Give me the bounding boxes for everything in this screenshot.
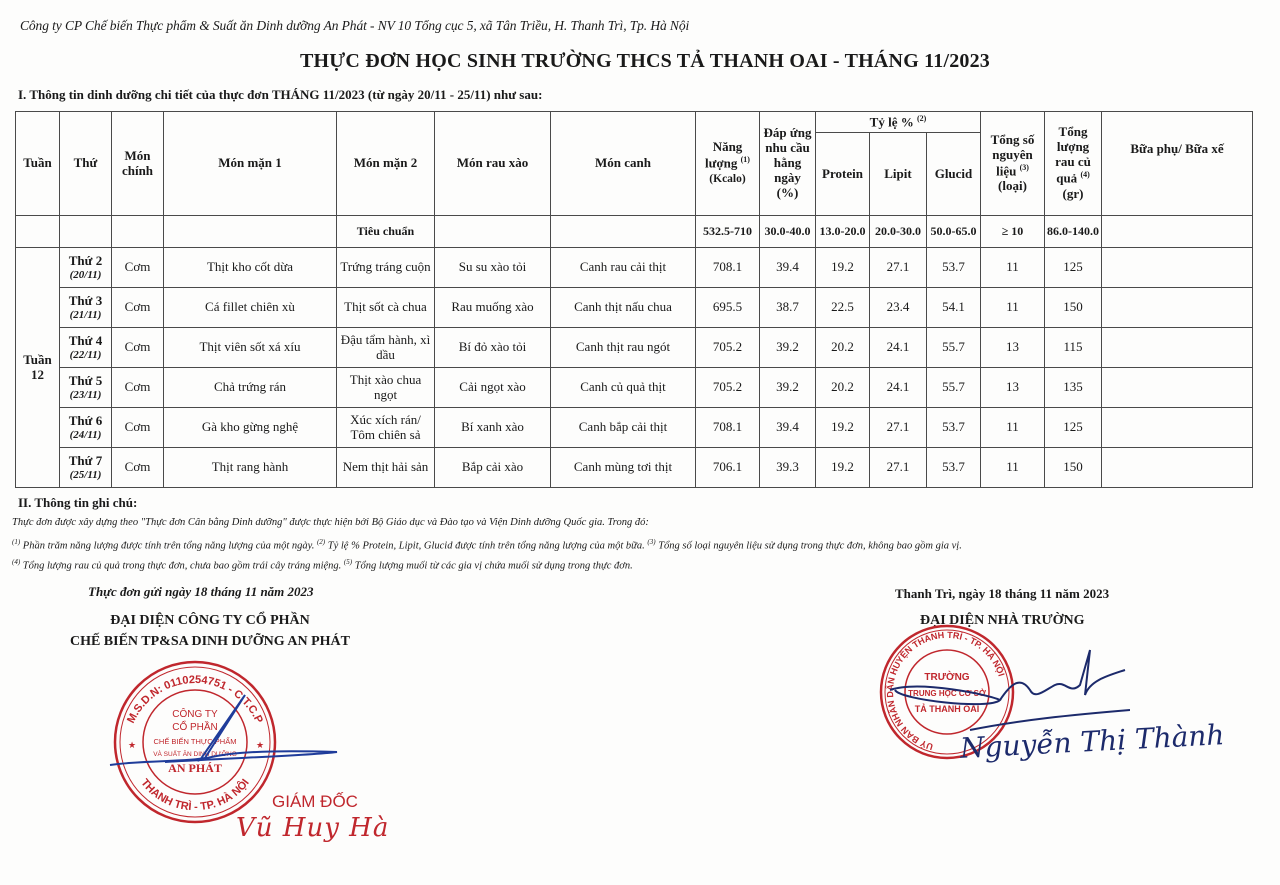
- standard-row: [16, 216, 1253, 248]
- day-label: Thứ 2: [68, 252, 103, 268]
- note-text: Tổng số loại nguyên liệu sử dụng trong thực đơn, không bao gồm gia vị.: [658, 540, 962, 552]
- note-intro: Thực đơn được xây dựng theo "Thực đơn Cân bằng Dinh dưỡng" được thực hiện bởi Bộ Giáo dục và Đào tạo và Viện Dinh dưỡng Quốc gia. Trong đó:: [12, 517, 649, 528]
- stamp-center-line: AN PHÁT: [168, 761, 222, 775]
- stamp-ring-text: UỶ BAN NHÂN DÂN HUYỆN THANH TRÌ - TP. HÀ NỘI: [884, 629, 1007, 753]
- cell-bua-phu: [1102, 248, 1253, 288]
- cell-mon-chinh: Cơm: [112, 288, 164, 328]
- col-header-thu: Thứ: [60, 112, 112, 216]
- cell-mon-chinh: Cơm: [112, 448, 164, 488]
- stamp-center-line: VÀ SUẤT ĂN DINH DƯỠNG: [153, 751, 237, 758]
- menu-table: [15, 111, 1253, 488]
- note-mark: (3): [647, 538, 656, 546]
- col-header-mon-canh: Món canh: [551, 112, 696, 216]
- standard-lipit: 20.0-30.0: [870, 216, 927, 248]
- cell-lipit: 24.1: [870, 328, 927, 368]
- cell-bua-phu: [1102, 328, 1253, 368]
- col-header-glucid: Glucid: [927, 133, 981, 216]
- cell-mon-man-2: Xúc xích rán/ Tôm chiên sả: [337, 408, 435, 448]
- day-cell: [60, 408, 112, 448]
- stamp-center-line: CHẾ BIẾN THỰC PHẨM: [153, 737, 237, 746]
- footnote-mark: (1): [740, 155, 750, 165]
- ty-le-label: Tỷ lệ %: [869, 114, 914, 130]
- cell-mon-rau-xao: Su su xào tỏi: [435, 248, 551, 288]
- cell-dap-ung: 39.2: [760, 328, 816, 368]
- stamp-center-line: CÔNG TY: [172, 709, 218, 720]
- day-cell: [60, 248, 112, 288]
- notes-line-1: [12, 538, 962, 552]
- cell-mon-rau-xao: Bí đỏ xào tỏi: [435, 328, 551, 368]
- table-row: [16, 248, 1253, 288]
- standard-tong-so: ≥ 10: [981, 216, 1045, 248]
- cell-mon-man-2: Thịt sốt cà chua: [337, 288, 435, 328]
- day-date: (22/11): [69, 348, 102, 361]
- cell-mon-rau-xao: Rau muống xào: [435, 288, 551, 328]
- svg-text:★: ★: [256, 740, 265, 750]
- left-representative: [0, 610, 420, 652]
- col-header-mon-man-1: Món mặn 1: [164, 112, 337, 216]
- cell-protein: 19.2: [816, 448, 870, 488]
- cell-nang-luong: 705.2: [696, 368, 760, 408]
- stamp-center-line: TẢ THANH OAI: [914, 704, 980, 714]
- standard-tong-luong: 86.0-140.0: [1045, 216, 1102, 248]
- cell-mon-man-1: Thịt viên sốt xá xíu: [164, 328, 337, 368]
- empty-cell: [60, 216, 112, 248]
- cell-protein: 20.2: [816, 328, 870, 368]
- cell-bua-phu: [1102, 288, 1253, 328]
- cell-nang-luong: 706.1: [696, 448, 760, 488]
- day-label: Thứ 3: [68, 292, 103, 308]
- footnote-mark: (3): [1019, 162, 1029, 172]
- note-mark: (2): [316, 538, 326, 546]
- cell-glucid: 53.7: [927, 408, 981, 448]
- cell-nang-luong: 708.1: [696, 248, 760, 288]
- cell-tong-luong: 115: [1045, 328, 1102, 368]
- company-header-line: Công ty CP Chế biến Thực phẩm & Suất ăn Dinh dưỡng An Phát - NV 10 Tổng cục 5, xã Tân Triều, H. Thanh Trì, Tp. Hà Nội: [20, 18, 690, 33]
- cell-tong-so: 11: [981, 248, 1045, 288]
- cell-mon-rau-xao: Bí xanh xào: [435, 408, 551, 448]
- day-cell: [60, 288, 112, 328]
- day-cell: [60, 328, 112, 368]
- note-text: Tỷ lệ % Protein, Lipit, Glucid được tính trên tổng năng lượng của một bữa.: [327, 540, 645, 552]
- cell-mon-man-2: Trứng tráng cuộn: [337, 248, 435, 288]
- day-cell: [60, 368, 112, 408]
- col-header-tuan: Tuần: [16, 112, 60, 216]
- cell-dap-ung: 39.2: [760, 368, 816, 408]
- cell-mon-canh: Canh mùng tơi thịt: [551, 448, 696, 488]
- cell-mon-canh: Canh củ quả thịt: [551, 368, 696, 408]
- cell-mon-chinh: Cơm: [112, 408, 164, 448]
- standard-dap-ung: 30.0-40.0: [760, 216, 816, 248]
- table-row: [16, 368, 1253, 408]
- director-title: GIÁM ĐỐC: [272, 792, 358, 811]
- section-2-heading: II. Thông tin ghi chú:: [18, 495, 138, 510]
- left-rep-line-1: ĐẠI DIỆN CÔNG TY CỔ PHẦN: [110, 613, 310, 628]
- empty-cell: [164, 216, 337, 248]
- note-text: Phần trăm năng lượng được tính trên tổng năng lượng của một ngày.: [22, 540, 315, 552]
- cell-tong-so: 11: [981, 408, 1045, 448]
- cell-tong-luong: 150: [1045, 288, 1102, 328]
- cell-mon-man-1: Cá fillet chiên xù: [164, 288, 337, 328]
- stamp-center-line: TRUNG HỌC CƠ SỞ: [908, 689, 986, 698]
- cell-lipit: 27.1: [870, 448, 927, 488]
- tong-luong-unit: (gr): [1062, 185, 1084, 201]
- table-row: [16, 408, 1253, 448]
- col-header-mon-rau-xao: Món rau xào: [435, 112, 551, 216]
- day-date: (20/11): [69, 268, 102, 281]
- cell-nang-luong: 695.5: [696, 288, 760, 328]
- dap-ung-label: Đáp ứng nhu cầu hằng ngày: [763, 125, 812, 185]
- day-cell: [60, 448, 112, 488]
- cell-mon-canh: Canh rau cải thịt: [551, 248, 696, 288]
- cell-nang-luong: 705.2: [696, 328, 760, 368]
- stamp-ring-text: M.S.D.N: 0110254751 - C.T.C.P: [125, 673, 265, 726]
- cell-mon-rau-xao: Bắp cải xào: [435, 448, 551, 488]
- right-representative: ĐẠI DIỆN NHÀ TRƯỜNG: [920, 613, 1085, 628]
- empty-cell: [551, 216, 696, 248]
- cell-tong-luong: 150: [1045, 448, 1102, 488]
- cell-nang-luong: 708.1: [696, 408, 760, 448]
- day-date: (24/11): [69, 428, 102, 441]
- cell-mon-man-1: Thịt kho cốt dừa: [164, 248, 337, 288]
- nang-luong-unit: (Kcalo): [709, 173, 746, 186]
- cell-lipit: 27.1: [870, 248, 927, 288]
- cell-tong-so: 13: [981, 328, 1045, 368]
- cell-mon-man-1: Thịt rang hành: [164, 448, 337, 488]
- page-title-text: THỰC ĐƠN HỌC SINH TRƯỜNG THCS TẢ THANH OAI - THÁNG 11/2023: [299, 50, 991, 72]
- cell-mon-man-2: Thịt xào chua ngọt: [337, 368, 435, 408]
- col-header-mon-chinh: Món chính: [112, 112, 164, 216]
- notes-line-2: [12, 558, 633, 572]
- cell-mon-chinh: Cơm: [112, 248, 164, 288]
- cell-glucid: 54.1: [927, 288, 981, 328]
- cell-protein: 19.2: [816, 408, 870, 448]
- table-row: [16, 288, 1253, 328]
- standard-glucid: 50.0-65.0: [927, 216, 981, 248]
- note-mark: (1): [12, 538, 21, 546]
- col-header-ty-le: [816, 112, 981, 133]
- cell-lipit: 23.4: [870, 288, 927, 328]
- day-label: Thứ 7: [68, 452, 103, 468]
- cell-tong-luong: 125: [1045, 408, 1102, 448]
- empty-cell: [16, 216, 60, 248]
- empty-cell: [112, 216, 164, 248]
- standard-label: Tiêu chuẩn: [337, 216, 435, 248]
- empty-cell: [435, 216, 551, 248]
- cell-mon-man-2: Nem thịt hải sản: [337, 448, 435, 488]
- tong-luong-label: Tổng lượng rau củ quả: [1055, 124, 1091, 186]
- cell-glucid: 55.7: [927, 328, 981, 368]
- footnote-mark: (4): [1080, 170, 1090, 180]
- cell-tong-so: 11: [981, 448, 1045, 488]
- cell-protein: 19.2: [816, 248, 870, 288]
- col-header-dap-ung: [760, 112, 816, 216]
- col-header-lipit: Lipit: [870, 133, 927, 216]
- col-header-protein: Protein: [816, 133, 870, 216]
- cell-tong-so: 13: [981, 368, 1045, 408]
- note-mark: (5): [343, 558, 353, 566]
- cell-glucid: 53.7: [927, 448, 981, 488]
- day-date: (25/11): [69, 468, 102, 481]
- table-row: [16, 448, 1253, 488]
- standard-nang-luong: 532.5-710: [696, 216, 760, 248]
- col-header-bua-phu: Bữa phụ/ Bữa xế: [1102, 112, 1253, 216]
- footnote-mark: (2): [916, 113, 927, 123]
- cell-bua-phu: [1102, 368, 1253, 408]
- col-header-nang-luong: [696, 112, 760, 216]
- section-1-heading: I. Thông tin dinh dưỡng chi tiết của thực đơn THÁNG 11/2023 (từ ngày 20/11 - 25/11) như sau:: [18, 87, 543, 102]
- stamp-center-line: TRƯỜNG: [924, 672, 970, 683]
- cell-mon-canh: Canh thịt nấu chua: [551, 288, 696, 328]
- director-name: Vũ Huy Hà: [236, 813, 390, 843]
- cell-mon-rau-xao: Cải ngọt xào: [435, 368, 551, 408]
- cell-mon-man-1: Gà kho gừng nghệ: [164, 408, 337, 448]
- note-text: Tổng lượng muối từ các gia vị chứa muối sử dụng trong thực đơn.: [354, 560, 633, 572]
- cell-dap-ung: 39.4: [760, 408, 816, 448]
- cell-bua-phu: [1102, 408, 1253, 448]
- tong-so-label: Tổng số nguyên liệu: [990, 131, 1035, 179]
- cell-mon-man-1: Chả trứng rán: [164, 368, 337, 408]
- director-signature-icon: [105, 690, 345, 790]
- cell-mon-chinh: Cơm: [112, 368, 164, 408]
- cell-tong-luong: 125: [1045, 248, 1102, 288]
- cell-mon-chinh: Cơm: [112, 328, 164, 368]
- cell-protein: 20.2: [816, 368, 870, 408]
- dap-ung-unit: (%): [776, 184, 799, 200]
- note-mark: (4): [12, 558, 21, 566]
- day-label: Thứ 5: [68, 372, 103, 388]
- note-text: Tổng lượng rau củ quả trong thực đơn, chưa bao gồm trái cây tráng miệng.: [22, 560, 342, 572]
- cell-bua-phu: [1102, 448, 1253, 488]
- cell-tong-so: 11: [981, 288, 1045, 328]
- cell-mon-man-2: Đậu tẩm hành, xì dầu: [337, 328, 435, 368]
- tong-so-unit: (loại): [998, 178, 1027, 194]
- cell-dap-ung: 39.3: [760, 448, 816, 488]
- stamp-center-line: CỔ PHẦN: [172, 722, 218, 733]
- cell-glucid: 53.7: [927, 248, 981, 288]
- principal-name: Nguyễn Thị Thành: [959, 718, 1226, 765]
- left-sign-date: Thực đơn gửi ngày 18 tháng 11 năm 2023: [88, 584, 314, 599]
- right-sign-date: Thanh Trì, ngày 18 tháng 11 năm 2023: [895, 586, 1110, 601]
- cell-mon-canh: Canh thịt rau ngót: [551, 328, 696, 368]
- col-header-tong-so: [981, 112, 1045, 216]
- table-row: [16, 328, 1253, 368]
- cell-dap-ung: 39.4: [760, 248, 816, 288]
- col-header-tong-luong: [1045, 112, 1102, 216]
- stamp-ring-bottom-text: THANH TRÌ - TP. HÀ NỘI: [138, 776, 252, 814]
- left-rep-line-2: CHẾ BIẾN TP&SA DINH DƯỠNG AN PHÁT: [69, 634, 351, 649]
- cell-glucid: 55.7: [927, 368, 981, 408]
- day-date: (23/11): [69, 388, 102, 401]
- empty-cell: [1102, 216, 1253, 248]
- col-header-mon-man-2: Món mặn 2: [337, 112, 435, 216]
- day-date: (21/11): [69, 308, 102, 321]
- week-cell: Tuần 12: [16, 248, 60, 488]
- cell-protein: 22.5: [816, 288, 870, 328]
- cell-dap-ung: 38.7: [760, 288, 816, 328]
- cell-lipit: 24.1: [870, 368, 927, 408]
- day-label: Thứ 4: [68, 332, 103, 348]
- nang-luong-label: Năng lượng: [705, 139, 743, 171]
- cell-lipit: 27.1: [870, 408, 927, 448]
- day-label: Thứ 6: [68, 412, 103, 428]
- cell-mon-canh: Canh bắp cải thịt: [551, 408, 696, 448]
- cell-tong-luong: 135: [1045, 368, 1102, 408]
- svg-text:★: ★: [128, 740, 137, 750]
- page-title: [0, 50, 1280, 73]
- standard-protein: 13.0-20.0: [816, 216, 870, 248]
